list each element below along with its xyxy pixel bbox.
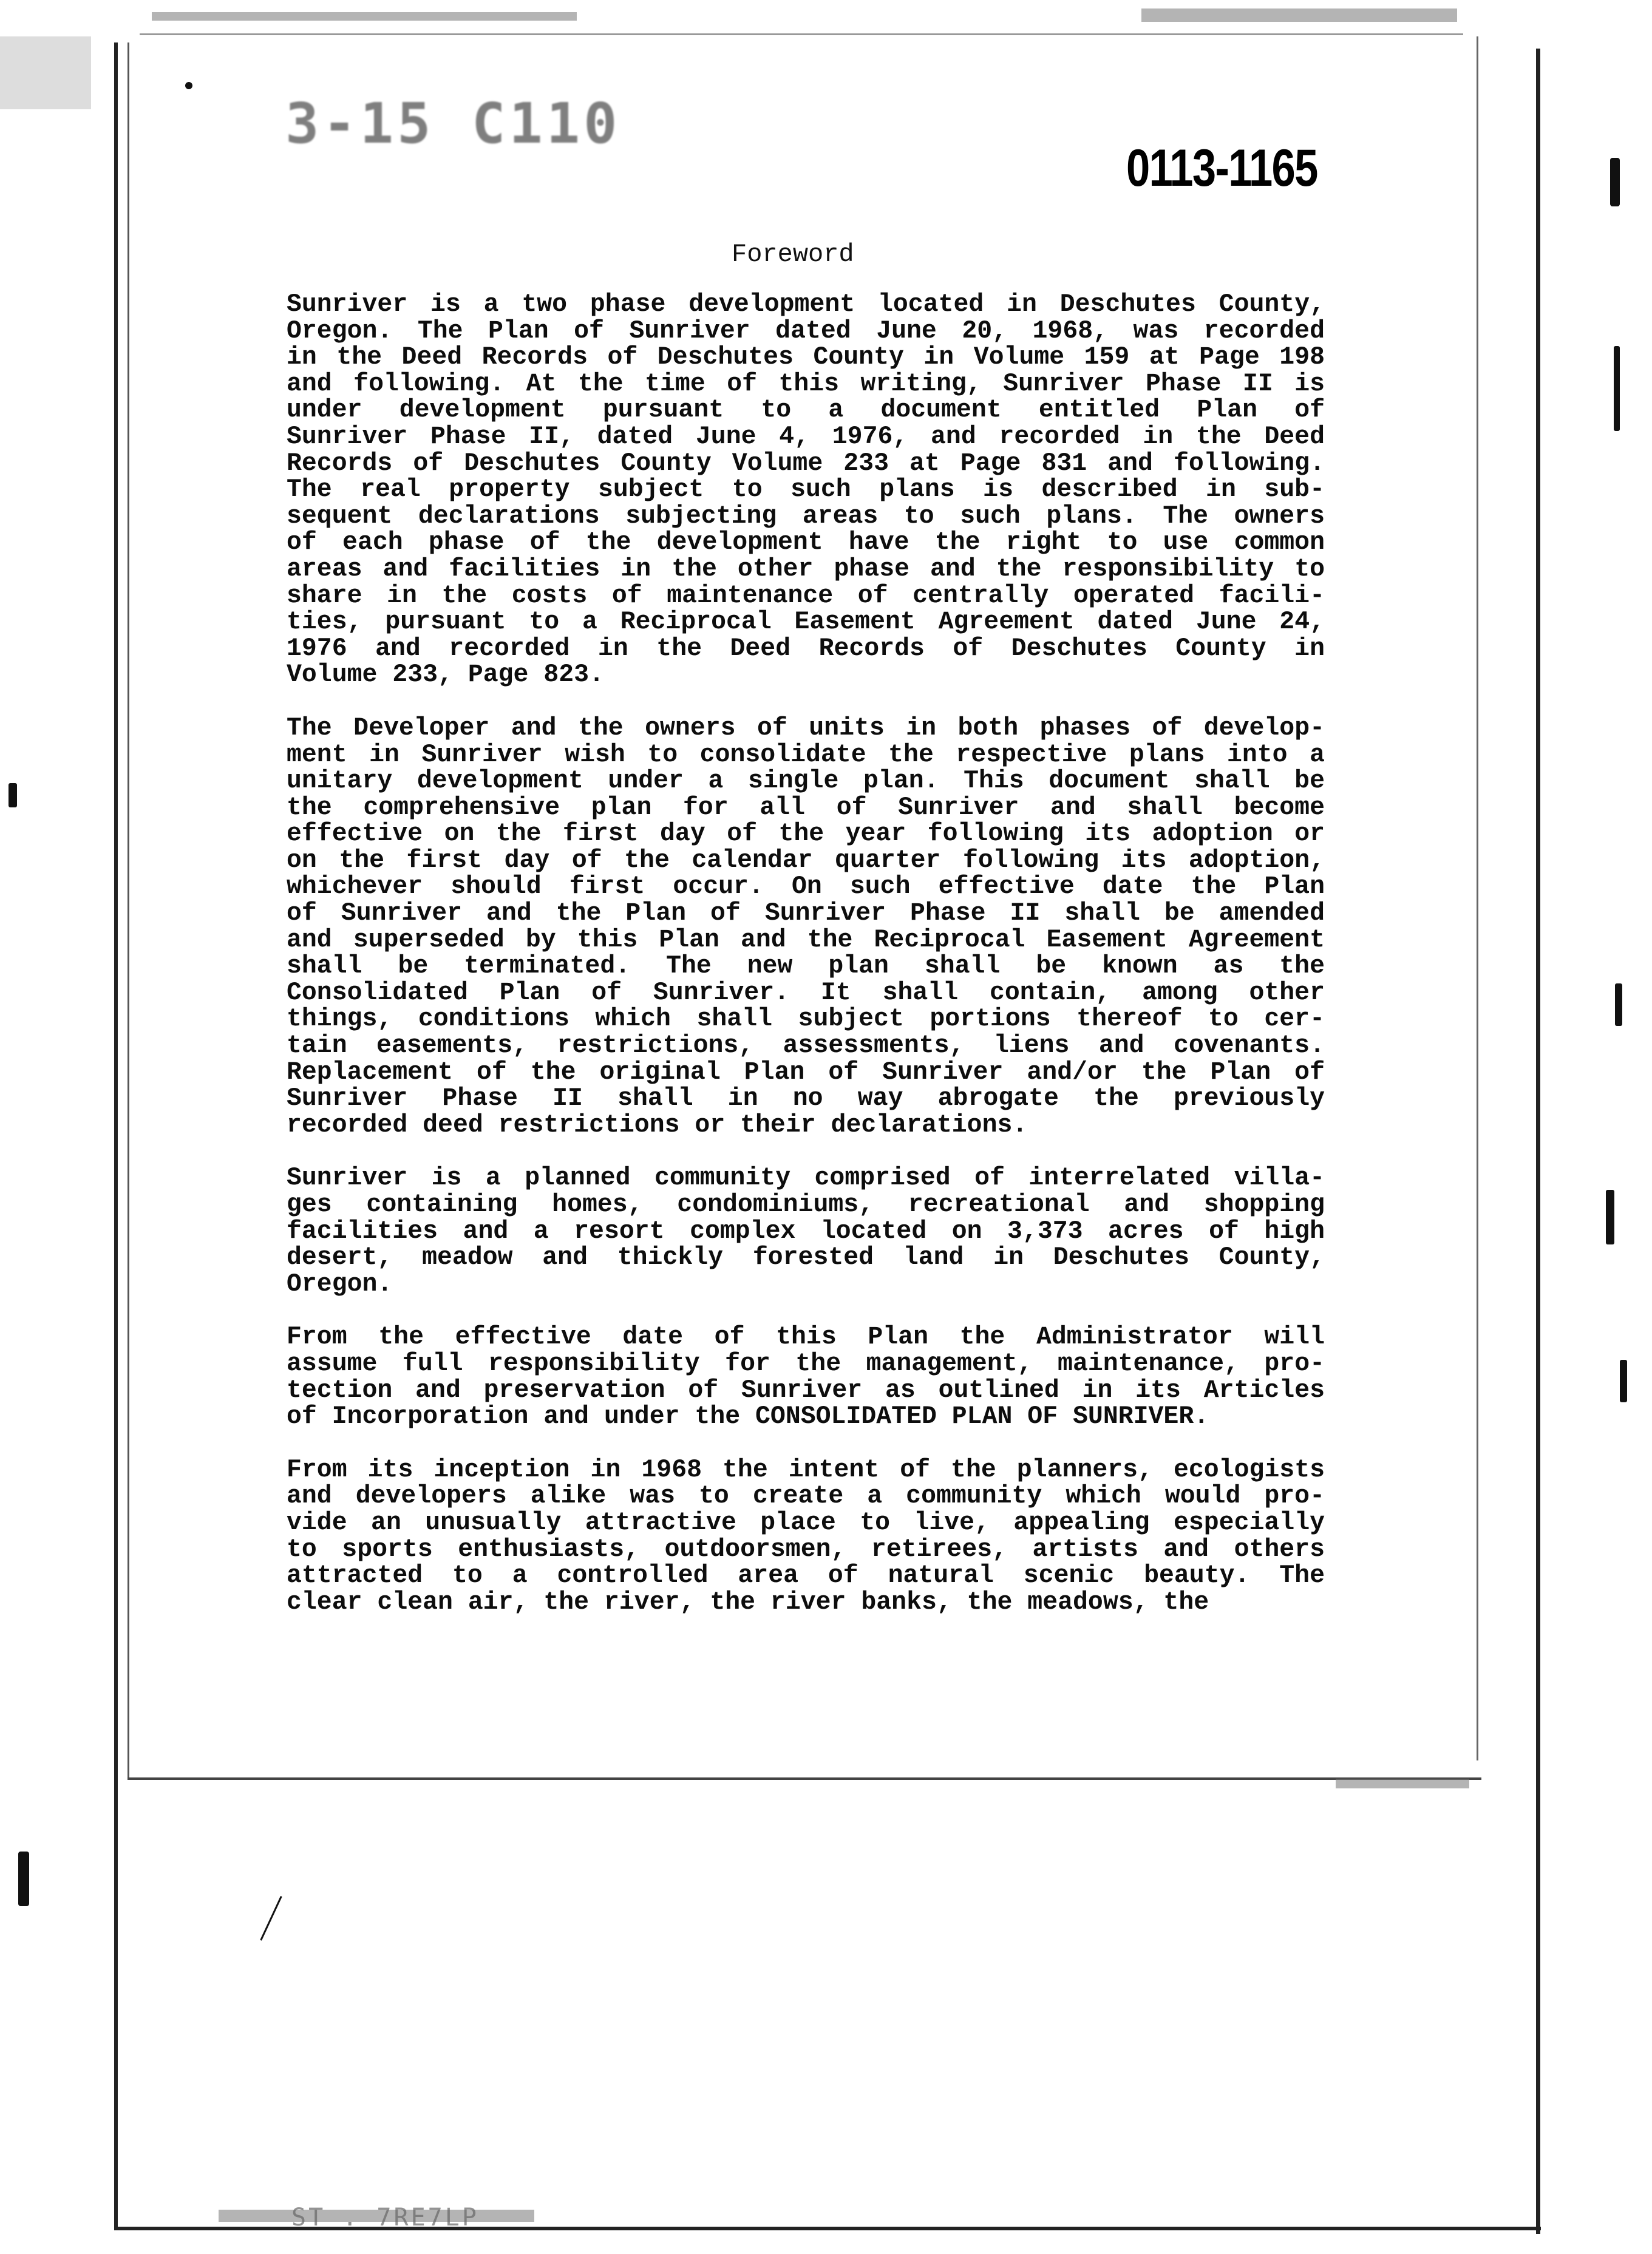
scan-speck (8, 783, 17, 807)
left-frame-line (114, 42, 118, 2228)
text-line: Sunriver is a planned community comprised of interrelated villa- (287, 1164, 1325, 1193)
text-line: on the first day of the calendar quarter following its adoption, (287, 846, 1325, 875)
text-line: whichever should first occur. On such effective date the Plan (287, 872, 1325, 901)
paragraph (287, 1324, 1325, 1430)
text-line: desert, meadow and thickly forested land in Deschutes County, (287, 1243, 1325, 1272)
text-line: ties, pursuant to a Reciprocal Easement Agreement dated June 24, (287, 608, 1325, 637)
scan-speck (1606, 1190, 1614, 1244)
document-number: 0113-1165 (1126, 139, 1317, 197)
paragraph (287, 715, 1325, 1139)
text-line: clear clean air, the river, the river banks, the meadows, the (287, 1587, 1209, 1617)
body-text (287, 291, 1325, 1642)
scan-speck (1615, 983, 1622, 1026)
bottom-scan-marks: ST . 7RE7LP (291, 2204, 479, 2232)
text-line: areas and facilities in the other phase and the responsibility to (287, 554, 1325, 583)
text-line: Sunriver Phase II, dated June 4, 1976, and recorded in the Deed (287, 422, 1325, 451)
text-line: tain easements, restrictions, assessments, liens and covenants. (287, 1031, 1325, 1061)
text-line: effective on the first day of the year following its adoption or (287, 820, 1325, 849)
text-line: of each phase of the development have the right to use common (287, 528, 1325, 557)
text-line: Oregon. The Plan of Sunriver dated June 20, 1968, was recorded (287, 316, 1325, 345)
scan-speck (260, 1896, 282, 1941)
text-line: of Incorporation and under the CONSOLIDATED PLAN OF SUNRIVER. (287, 1402, 1209, 1431)
text-line: sequent declarations subjecting areas to such plans. The owners (287, 501, 1325, 531)
text-line: facilities and a resort complex located on 3,373 acres of high (287, 1217, 1325, 1246)
text-line: of Sunriver and the Plan of Sunriver Phase II shall be amended (287, 899, 1325, 928)
scan-speck (185, 82, 192, 89)
scan-speck (18, 1852, 29, 1906)
text-line: and developers alike was to create a community which would pro- (287, 1482, 1325, 1511)
paragraph (287, 1165, 1325, 1297)
text-line: ment in Sunriver wish to consolidate the respective plans into a (287, 740, 1325, 769)
text-line: attracted to a controlled area of natural scenic beauty. The (287, 1561, 1325, 1590)
page-title: Foreword (732, 240, 854, 269)
text-line: The Developer and the owners of units in both phases of develop- (287, 713, 1325, 742)
text-line: assume full responsibility for the management, maintenance, pro- (287, 1349, 1325, 1378)
text-line: to sports enthusiasts, outdoorsmen, retirees, artists and others (287, 1535, 1325, 1564)
scan-speck (1610, 158, 1620, 206)
text-line: From its inception in 1968 the intent of the planners, ecologists (287, 1455, 1325, 1484)
scan-speck (1614, 346, 1620, 431)
text-line: Consolidated Plan of Sunriver. It shall contain, among other (287, 978, 1325, 1007)
text-line: the comprehensive plan for all of Sunriver and shall become (287, 793, 1325, 822)
left-frame-inner-line (127, 42, 129, 1779)
text-line: recorded deed restrictions or their declarations. (287, 1110, 1028, 1139)
faded-stamp: 3-15 C110 (285, 91, 621, 156)
text-line: in the Deed Records of Deschutes County in Volume 159 at Page 198 (287, 343, 1325, 372)
text-line: and following. At the time of this writing, Sunriver Phase II is (287, 369, 1325, 398)
text-line: things, conditions which shall subject portions thereof to cer- (287, 1005, 1325, 1034)
top-edge-line (140, 33, 1463, 35)
paragraph (287, 1457, 1325, 1616)
text-line: Records of Deschutes County Volume 233 at Page 831 and following. (287, 449, 1325, 478)
right-frame-line (1536, 49, 1540, 2234)
text-line: tection and preservation of Sunriver as outlined in its Articles (287, 1376, 1325, 1405)
text-line: Volume 233, Page 823. (287, 660, 604, 690)
scan-noise-bottom-right (1336, 1779, 1469, 1788)
scan-noise-top-right (1141, 8, 1457, 22)
text-line: From the effective date of this Plan the Administrator will (287, 1323, 1325, 1352)
text-line: Sunriver is a two phase development located in Deschutes County, (287, 290, 1325, 319)
text-line: shall be terminated. The new plan shall be known as the (287, 952, 1325, 981)
text-line: Oregon. (287, 1269, 393, 1298)
right-frame-inner-line (1477, 36, 1478, 1760)
text-line: and superseded by this Plan and the Reciprocal Easement Agreement (287, 925, 1325, 954)
text-line: 1976 and recorded in the Deed Records of Deschutes County in (287, 634, 1325, 663)
scan-noise-top-left (152, 12, 577, 21)
text-line: share in the costs of maintenance of centrally operated facili- (287, 581, 1325, 610)
text-line: ges containing homes, condominiums, recreational and shopping (287, 1190, 1325, 1219)
scan-speck (1620, 1360, 1627, 1402)
text-line: The real property subject to such plans is described in sub- (287, 475, 1325, 504)
bottom-edge-line (127, 1777, 1481, 1780)
text-line: under development pursuant to a document entitled Plan of (287, 396, 1325, 425)
text-line: unitary development under a single plan. This document shall be (287, 767, 1325, 796)
text-line: vide an unusually attractive place to live, appealing especially (287, 1508, 1325, 1537)
scan-noise-left-margin (0, 36, 91, 109)
text-line: Replacement of the original Plan of Sunriver and/or the Plan of (287, 1057, 1325, 1087)
paragraph (287, 291, 1325, 688)
text-line: Sunriver Phase II shall in no way abrogate the previously (287, 1084, 1325, 1113)
